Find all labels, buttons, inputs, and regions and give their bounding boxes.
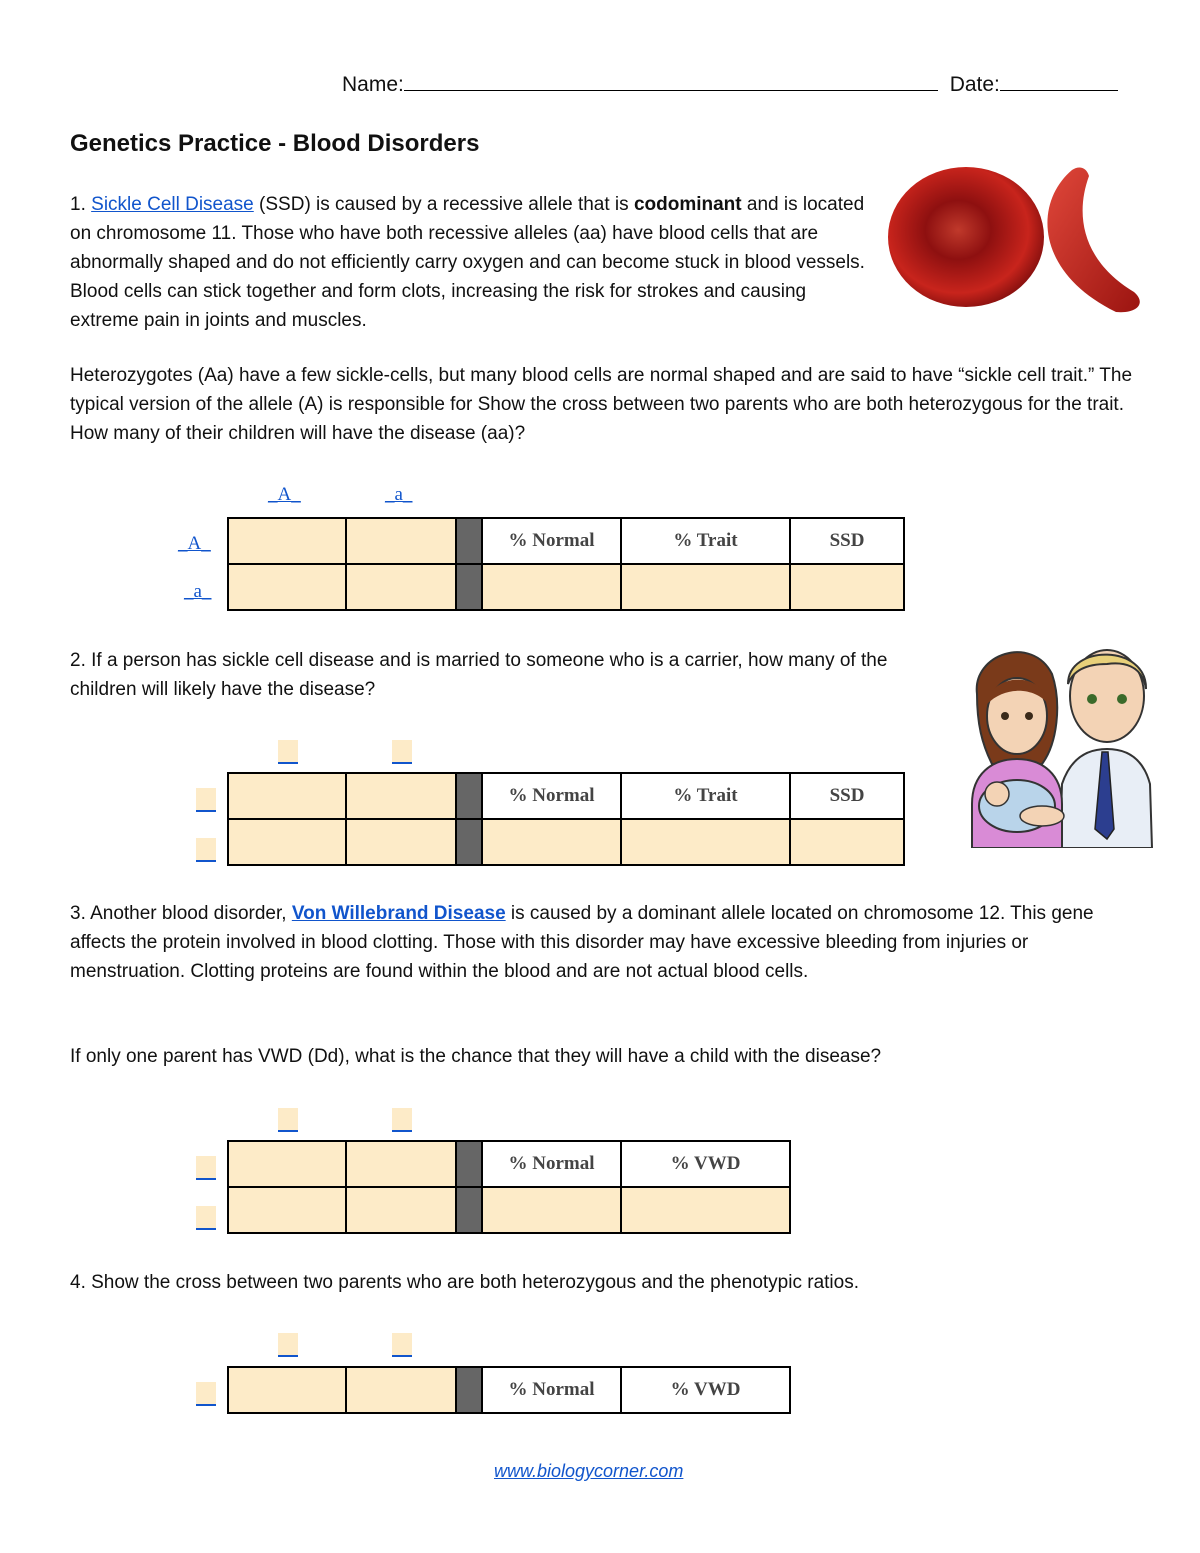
punnett-cell[interactable] xyxy=(228,1367,346,1413)
q3-text-a: 3. Another blood disorder, xyxy=(70,903,292,924)
header-normal: % Normal xyxy=(482,1367,621,1413)
punnett-cell[interactable] xyxy=(228,518,346,564)
q2-paragraph: 2. If a person has sickle cell disease and is married to someone who is a carrier, how many of the children will likely have the disease? xyxy=(70,650,888,700)
top-allele-2: _a_ xyxy=(385,484,413,505)
top-allele-blank-1[interactable] xyxy=(278,740,298,764)
q1-number: 1. xyxy=(70,194,86,215)
name-label: Name: xyxy=(342,73,404,96)
top-allele-blank-2[interactable] xyxy=(392,740,412,764)
table-separator xyxy=(456,1187,482,1233)
punnett-cell[interactable] xyxy=(346,564,456,610)
punnett-cell[interactable] xyxy=(228,564,346,610)
answer-normal[interactable] xyxy=(482,819,621,865)
punnett-cell[interactable] xyxy=(346,1141,456,1187)
answer-normal[interactable] xyxy=(482,564,621,610)
side-allele-blank-2[interactable] xyxy=(196,838,216,862)
punnett-table-1 xyxy=(227,517,905,611)
punnett-cell[interactable] xyxy=(228,819,346,865)
punnett-cell[interactable] xyxy=(228,1187,346,1233)
top-allele-blank-2[interactable] xyxy=(392,1108,412,1132)
von-willebrand-link[interactable]: Von Willebrand Disease xyxy=(291,903,506,924)
q3-question: If only one parent has VWD (Dd), what is the chance that they will have a child with the disease? xyxy=(70,1046,882,1067)
name-date-line xyxy=(342,72,1118,97)
side-allele-blank-1[interactable] xyxy=(196,788,216,812)
header-ssd: SSD xyxy=(790,773,904,819)
header-normal: % Normal xyxy=(482,773,621,819)
punnett-cell[interactable] xyxy=(228,773,346,819)
side-allele-1: _A_ xyxy=(178,533,211,554)
footer-link[interactable]: www.biologycorner.com xyxy=(494,1461,684,1481)
table-separator xyxy=(456,564,482,610)
header-vwd: % VWD xyxy=(621,1141,790,1187)
table-separator xyxy=(456,773,482,819)
date-label: Date: xyxy=(949,73,1000,96)
page-title: Genetics Practice - Blood Disorders xyxy=(70,130,480,157)
answer-normal[interactable] xyxy=(482,1187,621,1233)
top-allele-blank-1[interactable] xyxy=(278,1108,298,1132)
top-allele-blank-2[interactable] xyxy=(392,1333,412,1357)
side-allele-blank-2[interactable] xyxy=(196,1206,216,1230)
q4-paragraph: 4. Show the cross between two parents who are both heterozygous and the phenotypic ratios. xyxy=(70,1272,859,1293)
side-allele-blank-1[interactable] xyxy=(196,1382,216,1406)
side-allele-2: _a_ xyxy=(184,581,212,602)
header-trait: % Trait xyxy=(621,518,790,564)
header-normal: % Normal xyxy=(482,518,621,564)
q3-text-b: is caused by a dominant allele located on chromosome 12. This gene affects the protein involved in blood clotting. Those with this disorder may have excessive bleeding from injuries or menstruation. Clotting proteins are found within the blood and are not actual blood cells. xyxy=(70,903,1094,982)
punnett-cell[interactable] xyxy=(346,518,456,564)
punnett-table-3 xyxy=(227,1140,791,1234)
sickle-cell-link[interactable]: Sickle Cell Disease xyxy=(91,194,254,215)
header-normal: % Normal xyxy=(482,1141,621,1187)
family-image xyxy=(962,634,1157,848)
header-trait: % Trait xyxy=(621,773,790,819)
punnett-cell[interactable] xyxy=(346,1187,456,1233)
punnett-cell[interactable] xyxy=(228,1141,346,1187)
answer-trait[interactable] xyxy=(621,819,790,865)
punnett-cell[interactable] xyxy=(346,1367,456,1413)
answer-trait[interactable] xyxy=(621,564,790,610)
normal-cell-shape xyxy=(888,167,1044,307)
top-allele-blank-1[interactable] xyxy=(278,1333,298,1357)
q1-text-b: and is located on chromosome 11. Those who have both recessive alleles (aa) have blood cells that are abnormally shaped and do not efficiently carry oxygen and can become stuck in blood vessels. Blood cells can stick together and form clots, increasing the risk for strokes and causing extreme pain in joints and muscles. xyxy=(70,194,865,331)
side-allele-blank-1[interactable] xyxy=(196,1156,216,1180)
name-blank[interactable] xyxy=(404,72,938,91)
blood-cells-image xyxy=(884,162,1146,314)
table-separator xyxy=(456,1367,482,1413)
top-allele-1: _A_ xyxy=(268,484,301,505)
answer-ssd[interactable] xyxy=(790,564,904,610)
answer-ssd[interactable] xyxy=(790,819,904,865)
punnett-table-2 xyxy=(227,772,905,866)
header-vwd: % VWD xyxy=(621,1367,790,1413)
sickle-cell-shape xyxy=(1047,168,1139,313)
header-ssd: SSD xyxy=(790,518,904,564)
punnett-cell[interactable] xyxy=(346,819,456,865)
table-separator xyxy=(456,518,482,564)
table-separator xyxy=(456,819,482,865)
punnett-cell[interactable] xyxy=(346,773,456,819)
q1-paragraph-2: Heterozygotes (Aa) have a few sickle-cells, but many blood cells are normal shaped and are said to have “sickle cell trait.” The typical version of the allele (A) is responsible for Show the cross between two parents who are both heterozygous for the trait. How many of their children will have the disease (aa)? xyxy=(70,365,1133,444)
date-blank[interactable] xyxy=(1000,72,1118,91)
q3-paragraph xyxy=(70,899,1140,986)
q1-text-a: (SSD) is caused by a recessive allele that is xyxy=(253,194,634,215)
q1-paragraph xyxy=(70,190,870,335)
answer-vwd[interactable] xyxy=(621,1187,790,1233)
punnett-table-4 xyxy=(227,1366,791,1414)
q1-bold: codominant xyxy=(633,194,742,215)
table-separator xyxy=(456,1141,482,1187)
